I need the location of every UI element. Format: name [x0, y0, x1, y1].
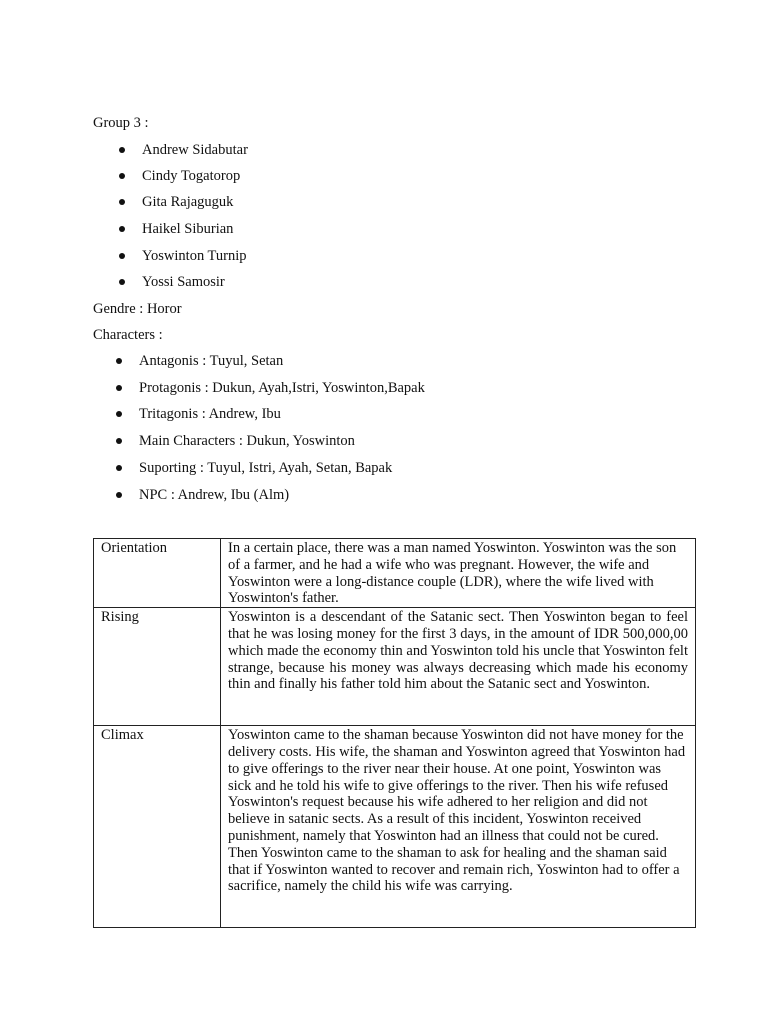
table-row: [94, 608, 696, 726]
member-name: Gita Rajaguguk: [142, 194, 234, 210]
bullet-icon: [116, 438, 122, 444]
bullet-icon: [119, 226, 125, 232]
character-entry: Protagonis : Dukun, Ayah,Istri, Yoswinton,Bapak: [139, 380, 425, 396]
row-text: In a certain place, there was a man named Yoswinton. Yoswinton was the son of a farmer, and he had a wife who was pregnant. However, the wife and Yoswinton were a long-distance couple (LDR), where the wife lived with Yoswinton's father.: [221, 539, 696, 608]
bullet-icon: [119, 253, 125, 259]
bullet-icon: [116, 411, 122, 417]
bullet-icon: [116, 465, 122, 471]
character-entry: Suporting : Tuyul, Istri, Ayah, Setan, Bapak: [139, 460, 393, 476]
story-structure-table: [93, 538, 696, 928]
bullet-icon: [119, 199, 125, 205]
member-name: Yoswinton Turnip: [142, 248, 247, 264]
character-entry: Antagonis : Tuyul, Setan: [139, 353, 284, 369]
row-label: Climax: [94, 726, 221, 928]
row-label: Orientation: [94, 539, 221, 608]
character-entry: Main Characters : Dukun, Yoswinton: [139, 433, 355, 449]
characters-heading: Characters :: [93, 327, 163, 343]
bullet-icon: [119, 147, 125, 153]
bullet-icon: [119, 173, 125, 179]
group-heading: Group 3 :: [93, 115, 149, 131]
row-text: Yoswinton is a descendant of the Satanic sect. Then Yoswinton began to feel that he was losing money for the first 3 days, in the amount of IDR 500,000,00 which made the economy thin and Yoswinton told his uncle that Yoswinton felt strange, because his money was always decreasing which made his economy thin and finally his father told him about the Satanic sect and Yoswinton.: [221, 608, 696, 726]
table-row: [94, 539, 696, 608]
bullet-icon: [116, 492, 122, 498]
character-entry: Tritagonis : Andrew, Ibu: [139, 406, 281, 422]
member-name: Haikel Siburian: [142, 221, 234, 237]
bullet-icon: [119, 279, 125, 285]
table-row: [94, 726, 696, 928]
member-name: Yossi Samosir: [142, 274, 225, 290]
genre-line: Gendre : Horor: [93, 301, 182, 317]
row-label: Rising: [94, 608, 221, 726]
member-name: Andrew Sidabutar: [142, 142, 248, 158]
member-name: Cindy Togatorop: [142, 168, 241, 184]
row-text: Yoswinton came to the shaman because Yoswinton did not have money for the delivery costs. His wife, the shaman and Yoswinton agreed that Yoswinton had to give offerings to the river near their house. At one point, Yoswinton was sick and he told his wife to give offerings to the river. Then his wife refused Yoswinton's request because his wife adhered to her religion and did not believe in satanic sects. As a result of this incident, Yoswinton received punishment, namely that Yoswinton had an illness that could not be cured. Then Yoswinton came to the shaman to ask for healing and the shaman said that if Yoswinton wanted to recover and remain rich, Yoswinton had to offer a sacrifice, namely the child his wife was carrying.: [221, 726, 696, 928]
character-entry: NPC : Andrew, Ibu (Alm): [139, 487, 290, 503]
bullet-icon: [116, 385, 122, 391]
bullet-icon: [116, 358, 122, 364]
